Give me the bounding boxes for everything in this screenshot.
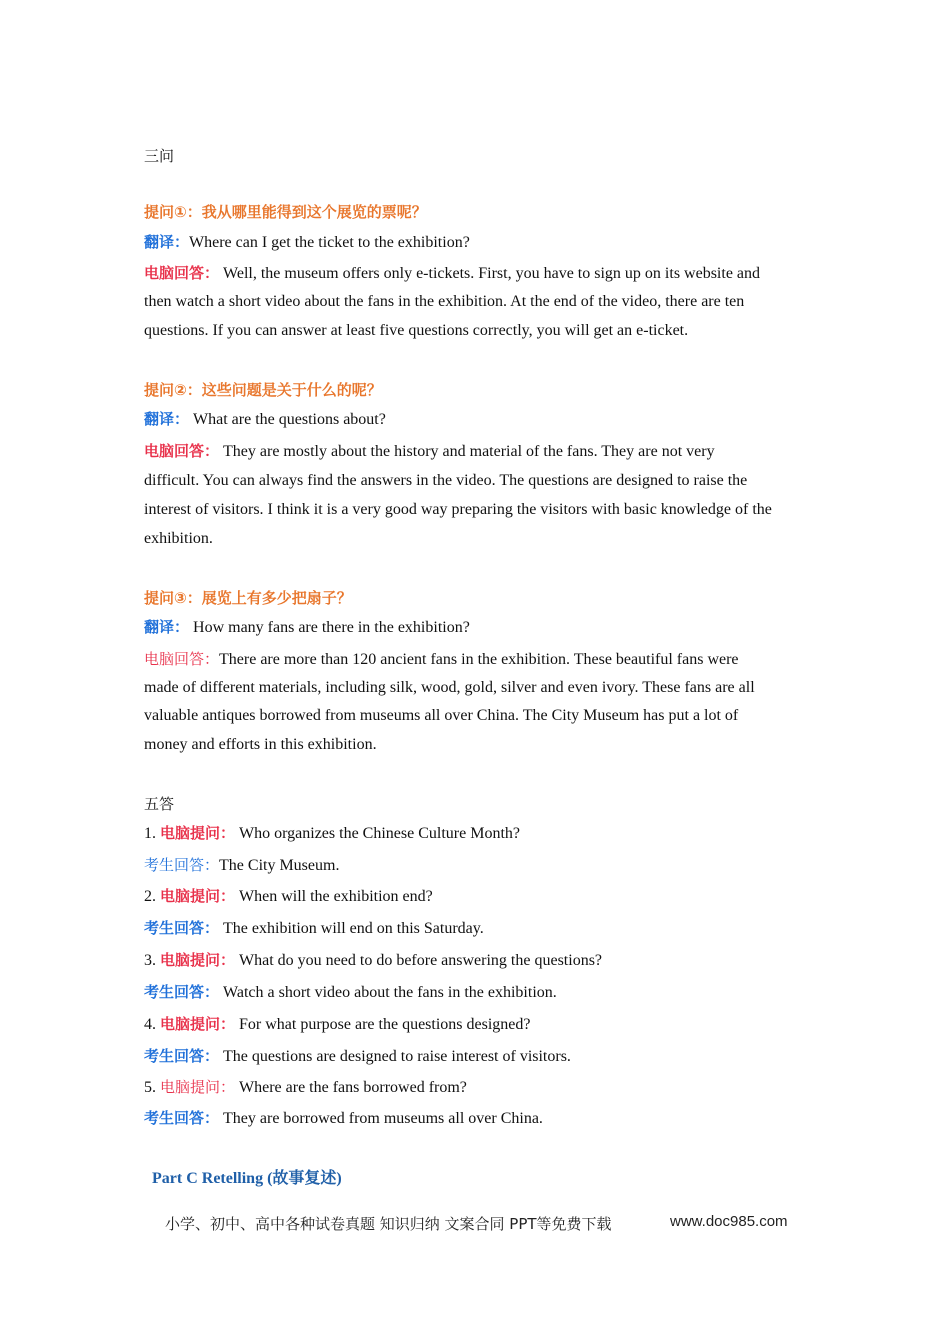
answer-2-question: When will the exhibition end? [239,888,433,905]
footer-text: 小学、初中、高中各种试卷真题 知识归纳 文案合同 PPT等免费下载 [165,1215,612,1233]
question-3-answer-line-4: money and efforts in this exhibition. [144,736,377,753]
answer-2-answer-row [144,918,484,939]
question-1-answer-row [144,263,760,284]
answer-5-question-row [144,1077,467,1098]
answer-4-question-row [144,1014,531,1035]
question-2-answer-line-1: They are mostly about the history and material of the fans. They are not very [223,443,715,460]
answer-3-answer: Watch a short video about the fans in the exhibition. [223,984,557,1001]
question-3-translation: How many fans are there in the exhibition? [193,619,470,636]
question-1-translation: Where can I get the ticket to the exhibition? [189,234,470,251]
answer-3-question-row [144,950,602,971]
answer-4-number: 4. [144,1016,160,1033]
answer-5-answer: They are borrowed from museums all over China. [223,1110,543,1127]
answer-1-answer-row [144,855,339,876]
computer-ask-label: 电脑提问： [160,951,236,969]
answer-5-answer-row [144,1108,543,1129]
question-1-prompt: 提问①：我从哪里能得到这个展览的票呢？ [144,203,427,221]
answer-4-answer: The questions are designed to raise interest of visitors. [223,1048,571,1065]
question-2-answer-row [144,441,715,462]
question-1-translation-row [144,232,470,253]
question-2-answer-line-4: exhibition. [144,530,213,547]
translate-label: 翻译： [144,618,190,636]
computer-answer-label: 电脑回答： [144,442,220,460]
answer-3-number: 3. [144,952,160,969]
question-3-answer-row [144,649,739,670]
student-answer-label: 考生回答： [144,1047,220,1065]
computer-ask-label: 电脑提问： [160,1015,236,1033]
student-answer-label: 考生回答： [144,856,220,874]
student-answer-label: 考生回答： [144,919,220,937]
student-answer-label: 考生回答： [144,983,220,1001]
translate-label: 翻译： [144,410,190,428]
question-1-answer-line-1: Well, the museum offers only e-tickets. First, you have to sign up on its website and [223,265,761,282]
computer-answer-label: 电脑回答： [144,650,220,668]
question-3-answer-line-2: made of different materials, including silk, wood, gold, silver and even ivory. These fans are all [144,679,755,696]
section-heading-three-questions: 三问 [144,147,175,165]
answer-2-answer: The exhibition will end on this Saturday. [223,920,484,937]
answer-2-question-row [144,886,433,907]
question-3-answer-line-1: There are more than 120 ancient fans in the exhibition. These beautiful fans were [219,651,739,668]
answer-4-question: For what purpose are the questions designed? [239,1016,531,1033]
answer-1-question-row [144,823,520,844]
question-1-answer-line-2: then watch a short video about the fans in the exhibition. At the end of the video, there are ten [144,293,745,310]
answer-1-answer: The City Museum. [219,857,340,874]
question-3-prompt: 提问③：展览上有多少把扇子？ [144,589,352,607]
question-3-translation-row [144,617,470,638]
footer [165,1213,788,1234]
answer-1-number: 1. [144,825,160,842]
answer-1-question: Who organizes the Chinese Culture Month? [239,825,520,842]
answer-3-question: What do you need to do before answering the questions? [239,952,603,969]
computer-ask-label: 电脑提问： [160,824,236,842]
question-2-prompt: 提问②：这些问题是关于什么的呢？ [144,381,382,399]
question-3-answer-line-3: valuable antiques borrowed from museums all over China. The City Museum has put a lot of [144,707,739,724]
question-2-answer-line-2: difficult. You can always find the answers in the video. The questions are designed to raise the [144,472,748,489]
question-2-translation-row [144,409,386,430]
question-2-answer-line-3: interest of visitors. I think it is a very good way preparing the visitors with basic knowledge of the [144,501,772,518]
section-heading-five-answers: 五答 [144,795,175,813]
footer-url[interactable]: www.doc985.com [670,1213,788,1230]
answer-5-question: Where are the fans borrowed from? [239,1079,467,1096]
computer-answer-label: 电脑回答： [144,264,220,282]
translate-label: 翻译： [144,233,190,251]
computer-ask-label: 电脑提问： [160,887,236,905]
answer-3-answer-row [144,982,557,1003]
student-answer-label: 考生回答： [144,1109,220,1127]
question-1-answer-line-3: questions. If you can answer at least five questions correctly, you will get an e-ticket. [144,322,689,339]
part-c-heading: Part C Retelling (故事复述) [152,1170,342,1187]
answer-5-number: 5. [144,1079,160,1096]
answer-2-number: 2. [144,888,160,905]
computer-ask-label: 电脑提问： [160,1078,236,1096]
question-2-translation: What are the questions about? [193,411,386,428]
answer-4-answer-row [144,1046,571,1067]
